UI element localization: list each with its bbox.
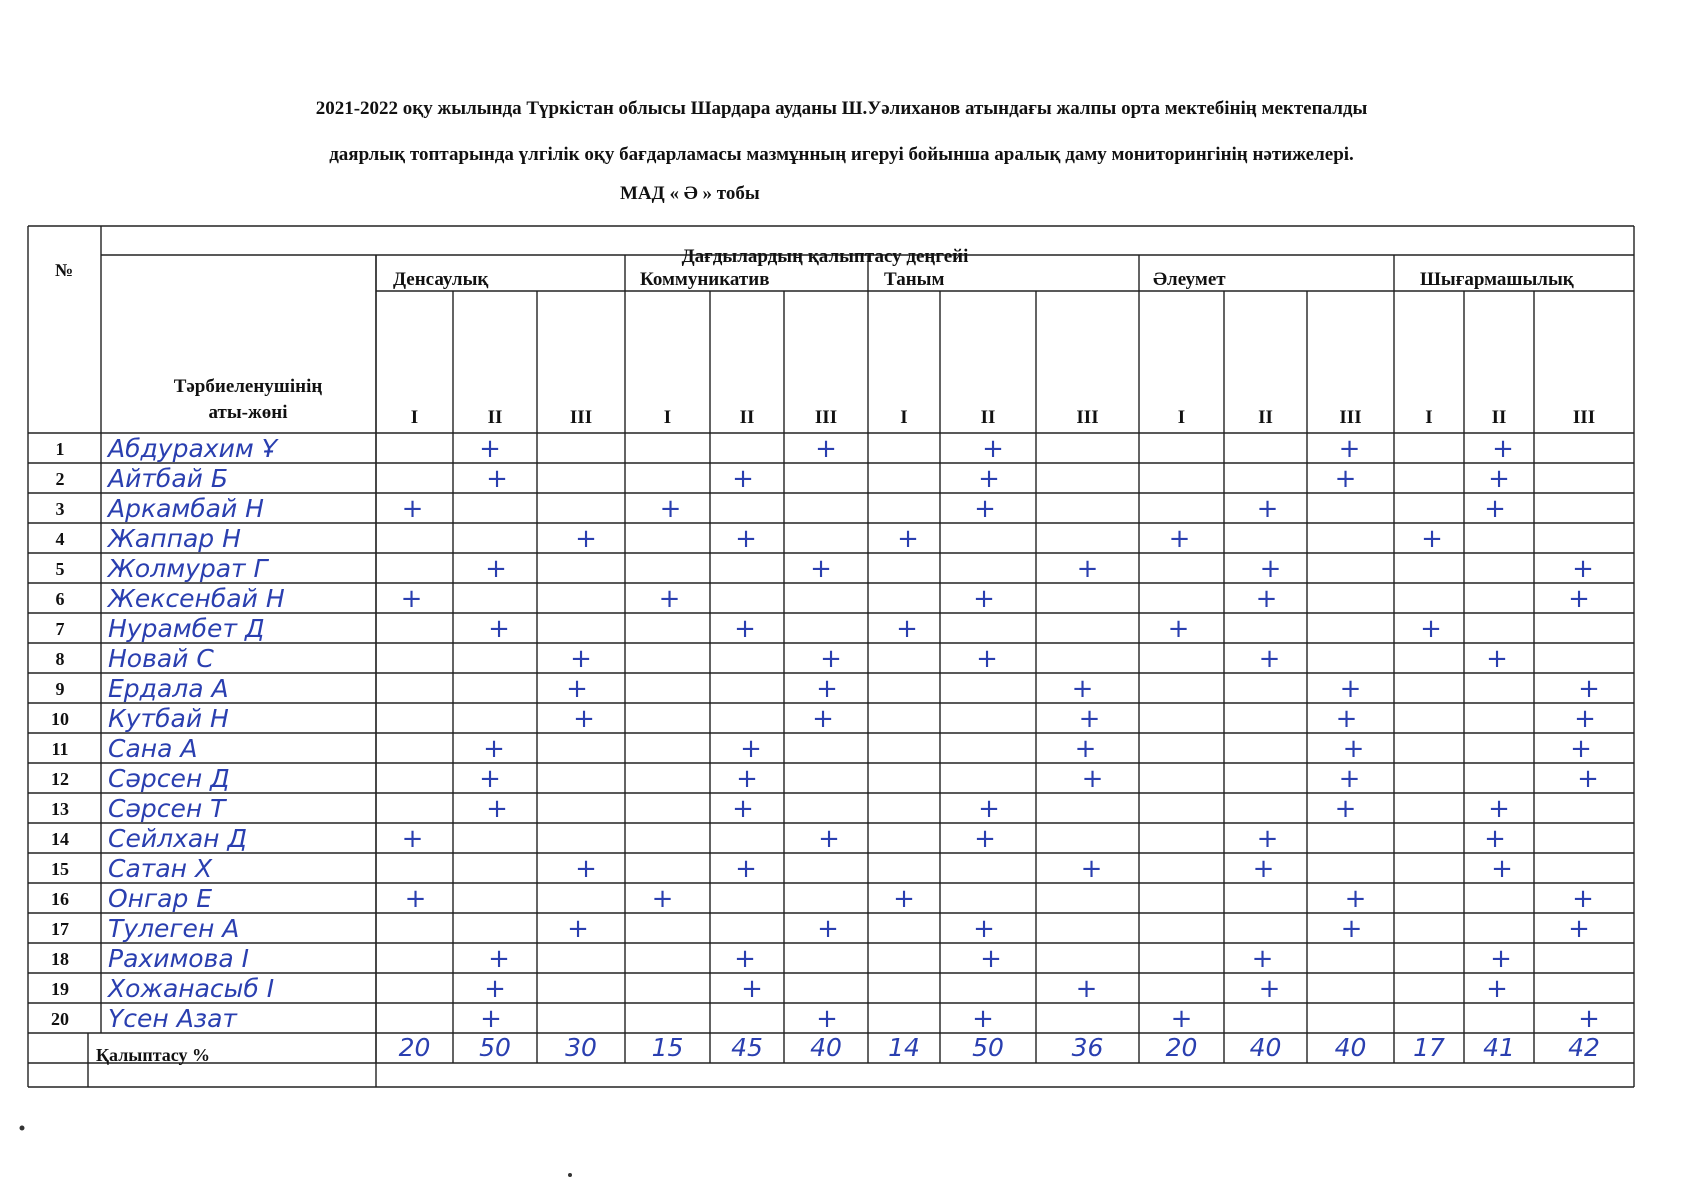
level-header: I [663, 407, 672, 428]
level-mark: + [1078, 704, 1101, 734]
student-name: Онгар Е [108, 884, 213, 913]
row-number: 9 [55, 679, 65, 699]
summary-percent: 14 [888, 1033, 920, 1062]
student-name: Нурамбет Д [108, 614, 265, 643]
summary-percent: 40 [1334, 1033, 1367, 1062]
level-mark: + [1255, 584, 1278, 614]
level-mark: + [1339, 674, 1362, 704]
summary-percent: 45 [731, 1033, 763, 1062]
level-header: II [739, 407, 755, 428]
level-mark: + [567, 914, 589, 944]
level-mark: + [978, 464, 1000, 494]
row-number: 5 [55, 559, 65, 579]
level-mark: + [815, 434, 837, 464]
level-mark: + [1342, 734, 1365, 764]
level-header: I [410, 407, 419, 428]
level-mark: + [486, 464, 508, 494]
summary-percent: 20 [1165, 1033, 1198, 1062]
scan-speck [568, 1173, 572, 1177]
level-mark: + [732, 794, 754, 824]
level-mark: + [1340, 914, 1363, 944]
level-mark: + [659, 494, 682, 524]
number-column-header: № [54, 260, 74, 280]
level-mark: + [570, 644, 592, 674]
level-mark: + [575, 524, 597, 554]
level-mark: + [1338, 434, 1361, 464]
level-mark: + [1492, 434, 1514, 464]
student-name: Кутбай Н [108, 704, 229, 733]
area-header: Коммуникатив [640, 269, 770, 290]
level-mark: + [651, 884, 674, 914]
level-mark: + [1252, 854, 1275, 884]
row-number: 4 [55, 529, 65, 549]
area-header: Шығармашылық [1420, 269, 1574, 290]
row-number: 6 [55, 589, 65, 609]
level-header: III [569, 407, 593, 428]
row-number: 19 [51, 979, 69, 999]
level-mark: + [480, 1004, 502, 1034]
student-name: Ердала А [108, 674, 229, 703]
student-name: Жексенбай Н [108, 584, 285, 613]
row-number: 16 [51, 889, 69, 909]
level-header: II [1491, 407, 1507, 428]
row-number: 20 [51, 1009, 69, 1029]
student-name: Жолмурат Г [108, 554, 268, 583]
level-mark: + [1578, 1004, 1600, 1034]
row-number: 1 [55, 439, 65, 459]
level-mark: + [658, 584, 681, 614]
level-mark: + [734, 944, 756, 974]
level-header: I [900, 407, 908, 428]
row-number: 8 [55, 649, 65, 669]
level-mark: + [1167, 614, 1190, 644]
level-mark: + [404, 884, 427, 914]
level-mark: + [974, 824, 996, 854]
level-mark: + [1568, 914, 1590, 944]
level-mark: + [566, 674, 588, 704]
level-mark: + [1081, 764, 1104, 794]
level-mark: + [735, 854, 757, 884]
level-mark: + [1420, 614, 1442, 644]
level-mark: + [1080, 854, 1103, 884]
scan-speck [20, 1126, 25, 1131]
level-mark: + [1490, 944, 1512, 974]
level-mark: + [735, 524, 757, 554]
summary-percent: 50 [479, 1033, 511, 1062]
level-mark: + [980, 944, 1002, 974]
level-mark: + [1335, 704, 1358, 734]
level-header: I [1425, 407, 1433, 428]
level-mark: + [1074, 734, 1097, 764]
name-column-header-line-1: Тәрбиеленушінің [173, 376, 323, 397]
level-mark: + [483, 734, 505, 764]
level-mark: + [1568, 584, 1590, 614]
area-header: Денсаулық [393, 269, 489, 290]
summary-percent: 50 [972, 1033, 1004, 1062]
level-mark: + [897, 524, 919, 554]
level-mark: + [1578, 674, 1600, 704]
summary-percent: 40 [1249, 1033, 1282, 1062]
level-mark: + [978, 794, 1000, 824]
area-header: Таным [884, 269, 945, 290]
level-mark: + [575, 854, 597, 884]
level-mark: + [1486, 974, 1508, 1004]
row-number: 3 [55, 499, 65, 519]
level-mark: + [1168, 524, 1191, 554]
student-name: Рахимова І [108, 944, 249, 973]
row-number: 14 [51, 829, 69, 849]
level-mark: + [488, 944, 510, 974]
level-mark: + [1258, 974, 1281, 1004]
level-mark: + [976, 644, 998, 674]
level-mark: + [573, 704, 595, 734]
row-number: 2 [55, 469, 65, 489]
summary-percent: 30 [565, 1033, 597, 1062]
level-mark: + [1484, 494, 1506, 524]
student-name: Сәрсен Д [108, 764, 230, 793]
name-column-header-line-2: аты-жөні [208, 402, 288, 423]
summary-percent: 36 [1071, 1033, 1104, 1062]
summary-percent: 15 [651, 1033, 684, 1062]
summary-row-label: Қалыптасу % [96, 1045, 211, 1065]
level-header: II [1258, 407, 1273, 428]
level-mark: + [1486, 644, 1508, 674]
level-mark: + [817, 914, 839, 944]
summary-percent: 20 [398, 1033, 431, 1062]
row-number: 13 [51, 799, 69, 819]
level-mark: + [488, 614, 510, 644]
level-mark: + [1574, 704, 1596, 734]
level-mark: + [401, 494, 424, 524]
level-mark: + [1572, 884, 1594, 914]
level-mark: + [401, 824, 424, 854]
level-header: III [1572, 407, 1596, 428]
student-name: Үсен Азат [108, 1004, 237, 1033]
level-mark: + [486, 794, 508, 824]
level-mark: + [1344, 884, 1367, 914]
summary-percent: 42 [1568, 1033, 1600, 1062]
level-mark: + [1484, 824, 1506, 854]
student-name: Сәрсен Т [108, 794, 226, 823]
student-name: Жаппар Н [108, 524, 241, 553]
level-mark: + [1570, 734, 1592, 764]
level-mark: + [1256, 824, 1279, 854]
level-mark: + [1488, 464, 1510, 494]
area-header: Әлеумет [1153, 269, 1226, 290]
level-mark: + [479, 764, 501, 794]
level-mark: + [740, 734, 762, 764]
student-name: Сатан Х [108, 854, 213, 883]
level-mark: + [485, 554, 507, 584]
document-title-line-1: 2021-2022 оқу жылында Түркістан облысы Шардара ауданы Ш.Уәлиханов атындағы жалпы орта мектебінің мектепалды [315, 98, 1368, 119]
student-name: Аркамбай Н [108, 494, 264, 523]
level-mark: + [1170, 1004, 1193, 1034]
level-header: III [1076, 407, 1099, 428]
level-mark: + [1256, 494, 1279, 524]
level-mark: + [1251, 944, 1274, 974]
level-mark: + [400, 584, 423, 614]
level-mark: + [1259, 554, 1282, 584]
level-mark: + [816, 1004, 838, 1034]
level-mark: + [1572, 554, 1594, 584]
level-mark: + [810, 554, 832, 584]
level-header: II [980, 407, 996, 428]
level-header: III [1339, 407, 1362, 428]
level-mark: + [732, 464, 754, 494]
level-mark: + [820, 644, 842, 674]
student-name: Сана А [108, 734, 198, 763]
student-name: Айтбай Б [108, 464, 228, 493]
summary-percent: 40 [810, 1033, 842, 1062]
level-mark: + [1338, 764, 1361, 794]
row-number: 15 [51, 859, 69, 879]
summary-percent: 17 [1413, 1033, 1445, 1062]
row-number: 17 [51, 919, 69, 939]
row-number: 10 [51, 709, 69, 729]
level-mark: + [896, 614, 918, 644]
level-header: II [487, 407, 503, 428]
level-mark: + [734, 614, 756, 644]
level-mark: + [812, 704, 834, 734]
level-mark: + [1075, 974, 1098, 1004]
level-mark: + [1421, 524, 1443, 554]
level-mark: + [736, 764, 758, 794]
level-mark: + [816, 674, 838, 704]
student-name: Абдурахим Ұ [108, 434, 277, 463]
group-title: МАД « Ә » тобы [620, 183, 760, 204]
level-header: III [814, 407, 838, 428]
level-mark: + [982, 434, 1004, 464]
level-mark: + [893, 884, 915, 914]
row-number: 18 [51, 949, 69, 969]
student-name: Сейлхан Д [108, 824, 248, 853]
level-mark: + [973, 584, 995, 614]
student-name: Новай С [108, 644, 214, 673]
level-mark: + [1334, 464, 1357, 494]
level-mark: + [974, 494, 996, 524]
level-mark: + [1334, 794, 1357, 824]
student-name: Хожанасыб І [108, 974, 275, 1003]
student-name: Тулеген А [108, 914, 240, 943]
level-mark: + [972, 1004, 994, 1034]
level-mark: + [973, 914, 995, 944]
level-mark: + [1258, 644, 1281, 674]
skills-level-header: Дағдылардың қалыптасу деңгейі [681, 246, 969, 267]
level-mark: + [1071, 674, 1094, 704]
level-mark: + [1577, 764, 1599, 794]
level-mark: + [484, 974, 506, 1004]
level-mark: + [1076, 554, 1099, 584]
level-mark: + [1488, 794, 1510, 824]
level-mark: + [741, 974, 763, 1004]
level-mark: + [1491, 854, 1513, 884]
level-mark: + [818, 824, 840, 854]
document-title-line-2: даярлық топтарында үлгілік оқу бағдарламасы мазмұнның игеруі бойынша аралық даму мониторингінің нәтижелері. [329, 144, 1354, 165]
summary-percent: 41 [1483, 1033, 1515, 1062]
level-mark: + [479, 434, 501, 464]
row-number: 11 [51, 739, 69, 759]
level-header: I [1177, 407, 1186, 428]
row-number: 12 [51, 769, 69, 789]
row-number: 7 [55, 619, 65, 639]
